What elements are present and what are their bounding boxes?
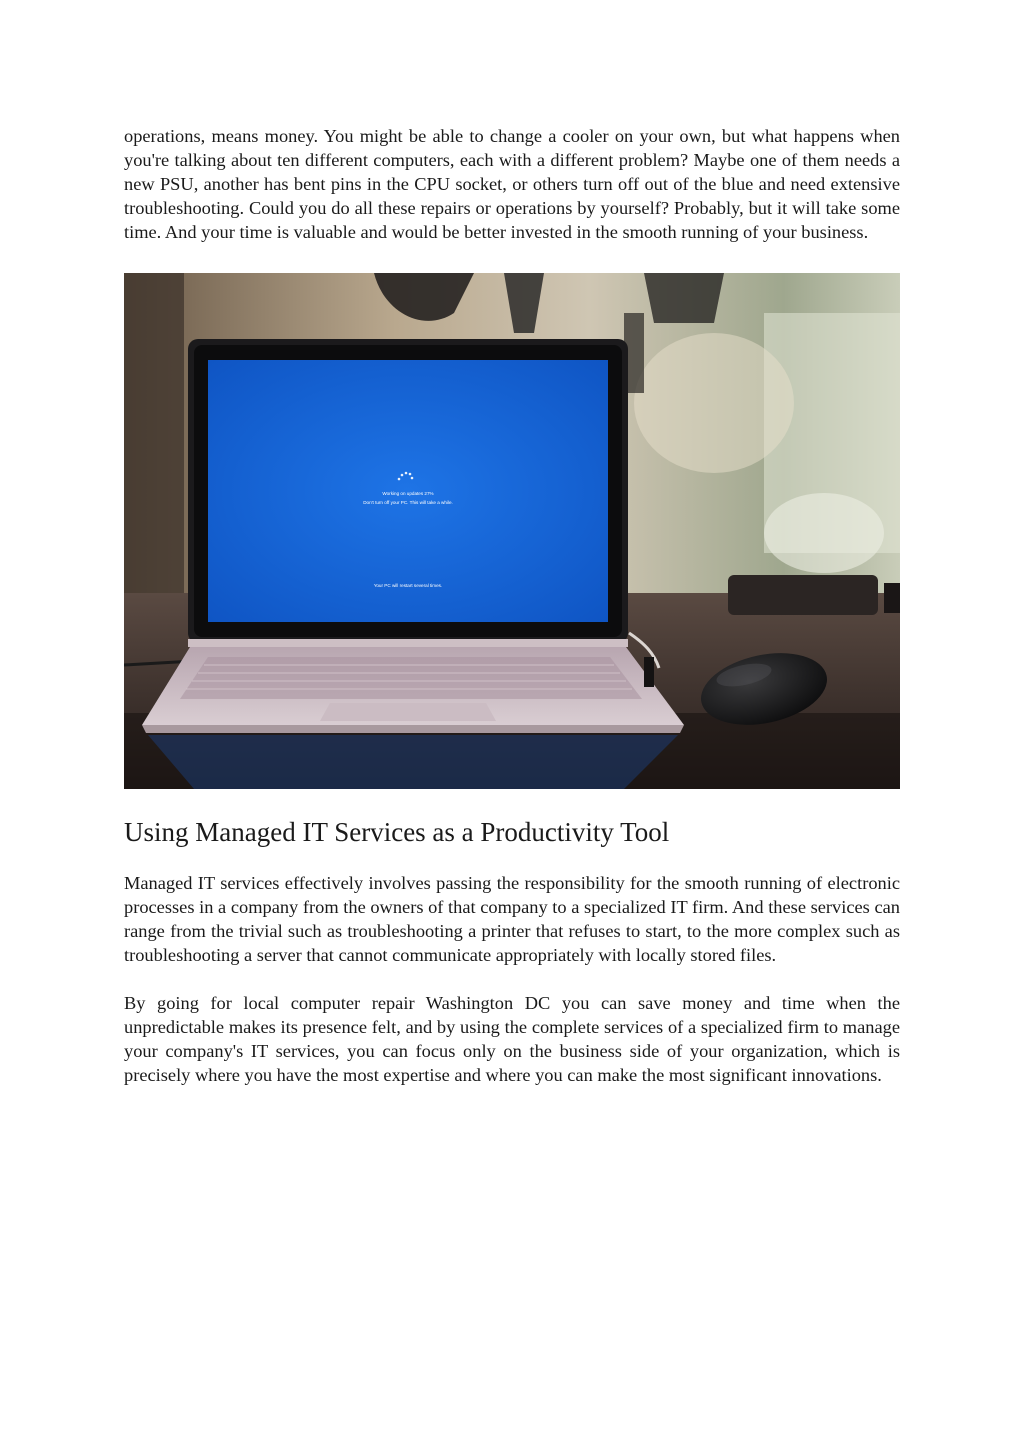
document-page [124, 124, 900, 1087]
laptop-photo-illustration [124, 273, 900, 789]
screen-warning-text: Don't turn off your PC. This will take a while. [363, 500, 453, 505]
paragraph-intro: operations, means money. You might be able to change a cooler on your own, but what happens when you're talking about ten different computers, each with a different problem? Maybe one of them needs a new PSU, another has bent pins in the CPU socket, or others turn off out of the blue and need extensive troubleshooting. Could you do all these repairs or operations by yourself? Probably, but it will take some time. And your time is valuable and would be better invested in the smooth running of your business. [124, 126, 900, 242]
paragraph-local-repair: By going for local computer repair Washington DC you can save money and time when the unpredictable makes its presence felt, and by using the complete services of a specialized firm to manage your company's IT services, you can focus only on the business side of your organization, which is precisely where you have the most expertise and where you can make the most significant innovations. [124, 993, 900, 1085]
paragraph-managed-services: Managed IT services effectively involves passing the responsibility for the smooth running of electronic processes in a company from the owners of that company to a specialized IT firm. And these services can range from the trivial such as troubleshooting a printer that refuses to start, to the more complex such as troubleshooting a server that cannot communicate appropriately with locally stored files. [124, 873, 900, 965]
section-heading: Using Managed IT Services as a Productivity Tool [124, 817, 670, 847]
screen-status-text: Working on updates 27% [382, 491, 434, 496]
screen-restart-text: Your PC will restart several times. [373, 583, 443, 588]
laptop-photo [124, 273, 900, 789]
